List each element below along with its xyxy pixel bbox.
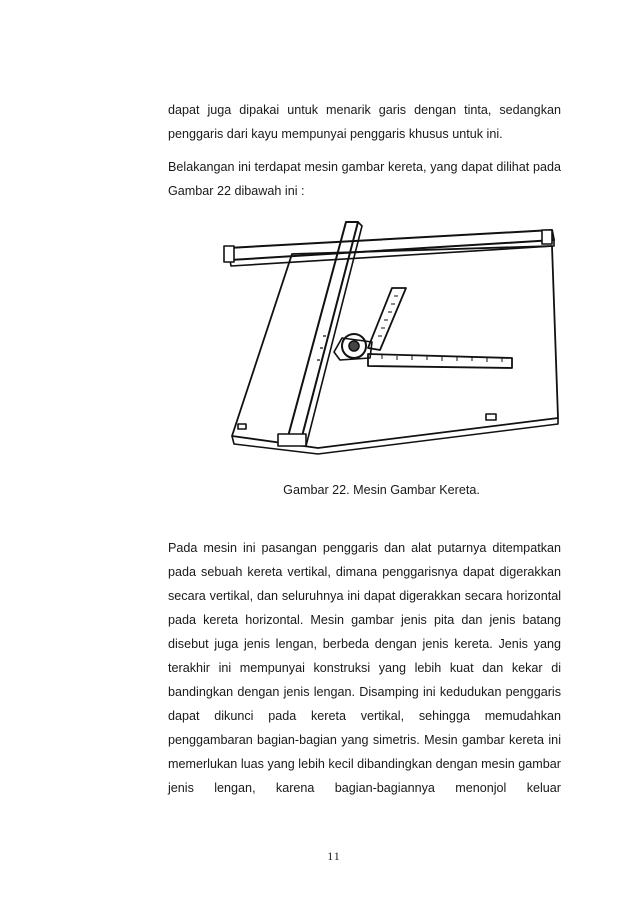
paragraph-intro (168, 98, 561, 146)
paragraph-belakangan (168, 155, 561, 203)
carriage-bottom-block (278, 434, 306, 446)
drawing-board (232, 246, 558, 448)
paragraph-text-1: dapat juga dipakai untuk menarik garis dengan tinta, sedangkan penggaris dari kayu mempunyai penggaris khusus untuk ini. (168, 103, 561, 141)
paragraph-text-2: Belakangan ini terdapat mesin gambar kereta, yang dapat dilihat pada Gambar 22 dibawah ini : (168, 160, 561, 198)
paragraph-main (168, 536, 561, 800)
horizontal-scale (368, 354, 512, 368)
rail-end-left (224, 246, 234, 262)
page-number: 11 (327, 849, 341, 863)
rail-end-right (542, 230, 552, 244)
vertical-scale (368, 288, 406, 350)
paragraph-text-3: Pada mesin ini pasangan penggaris dan alat putarnya ditempatkan pada sebuah kereta vertikal, dimana penggarisnya dapat digerakkan secara vertikal, dan seluruhnya ini dapat digerakkan secara horizontal pada kereta horizontal. Mesin gambar jenis pita dan jenis batang disebut juga jenis lengan, berbeda dengan jenis kereta. Jenis yang terakhir ini mempunyai konstruksi yang lebih kuat dan kekar di bandingkan dengan jenis lengan. Disamping ini kedudukan penggaris dapat dikunci pada kereta vertikal, sehingga memudahkan penggambaran bagian-bagian yang simetris. Mesin gambar kereta ini memerlukan luas yang lebih kecil dibandingkan dengan mesin gambar jenis lengan, karena bagian-bagiannya menonjol keluar (168, 541, 561, 795)
drafting-machine-illustration (222, 218, 567, 458)
figure-caption: Gambar 22. Mesin Gambar Kereta. (283, 483, 480, 497)
